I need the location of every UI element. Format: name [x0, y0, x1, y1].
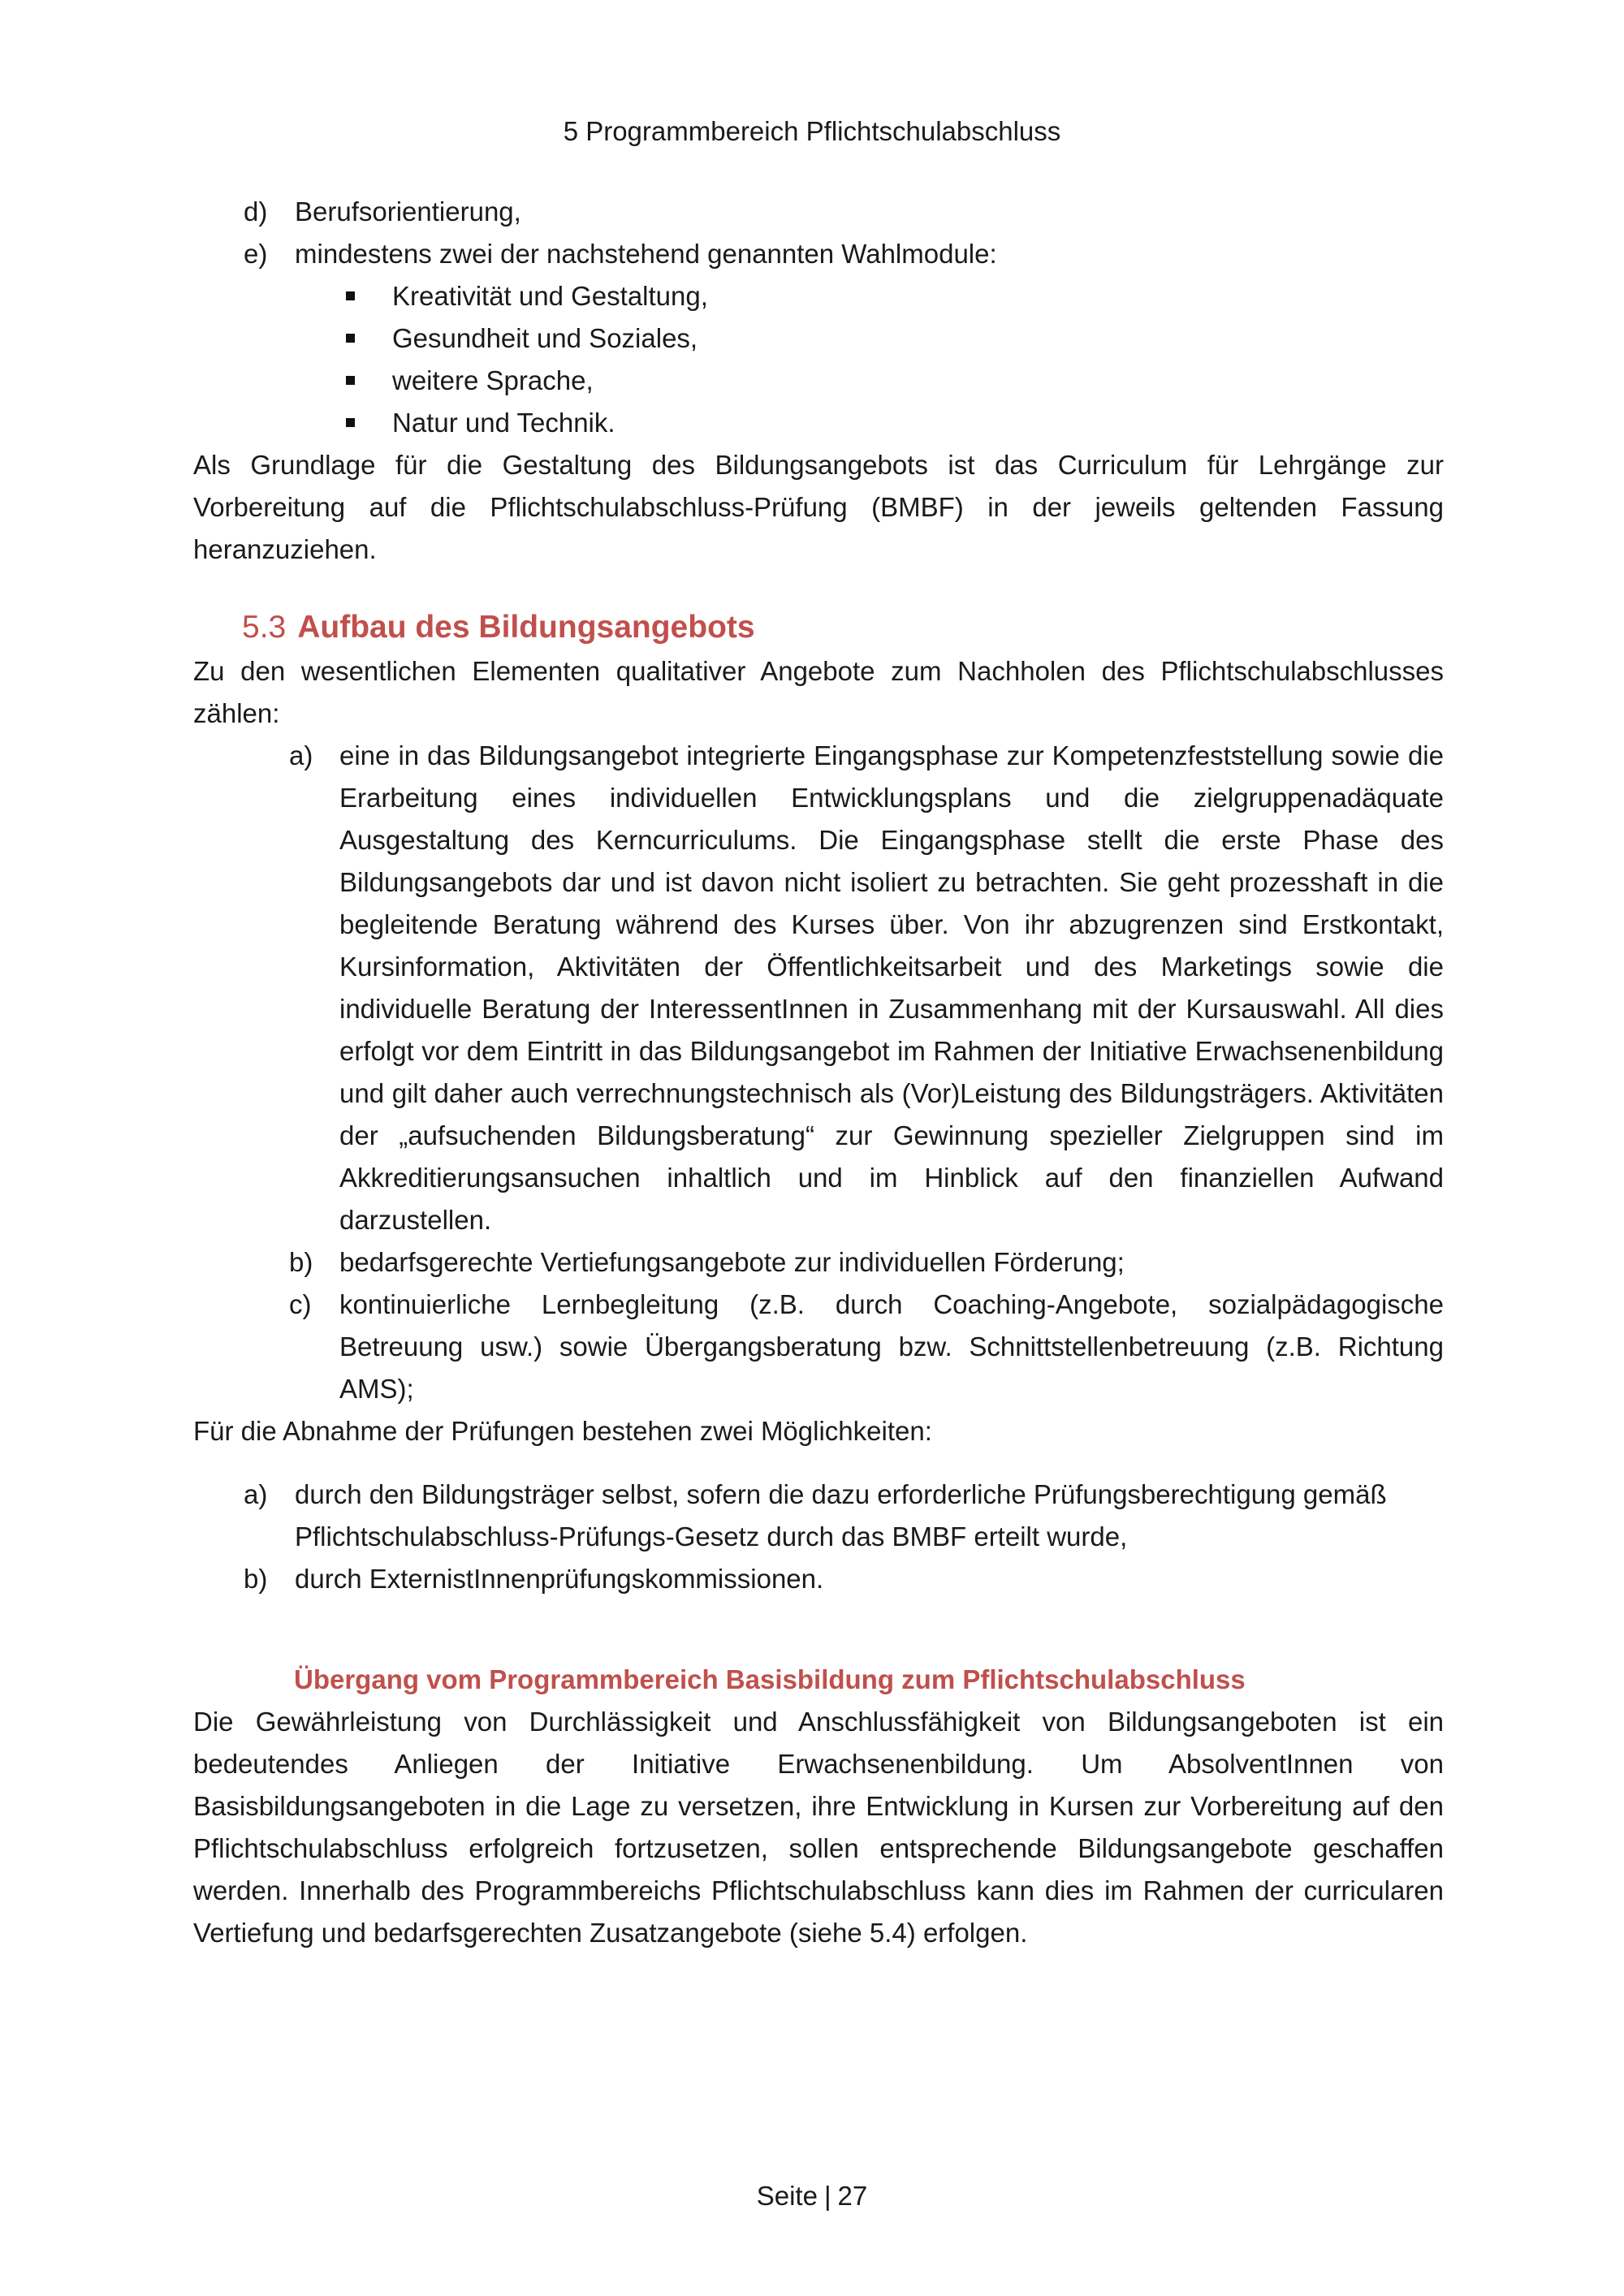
page-number: 27	[837, 2181, 868, 2211]
list-item-text: durch ExternistInnenprüfungskommissionen.	[295, 1564, 824, 1594]
section-title: Aufbau des Bildungsangebots	[297, 610, 755, 645]
page-footer	[0, 2178, 1624, 2214]
bullet-item: Natur und Technik.	[193, 402, 1444, 444]
list-marker: e)	[244, 239, 268, 269]
list-item-text: mindestens zwei der nachstehend genannten Wahlmodule:	[295, 239, 997, 269]
list-item-text: durch den Bildungsträger selbst, sofern die dazu erforderliche Prüfungsberechtigung gemäß Pflichtschulabschluss-Prüfungs-Gesetz durch das BMBF erteilt wurde,	[295, 1479, 1387, 1552]
list-item	[193, 233, 1444, 275]
section-heading	[193, 605, 1444, 650]
list-marker: a)	[244, 1479, 268, 1509]
subheading-uebergang: Übergang vom Programmbereich Basisbildung zum Pflichtschulabschluss	[294, 1664, 1246, 1694]
bullet-item: Kreativität und Gestaltung,	[193, 275, 1444, 317]
elemente-list	[193, 735, 1444, 1410]
footer-separator: |	[823, 2181, 831, 2211]
list-marker: c)	[289, 1289, 312, 1319]
list-item-text: Berufsorientierung,	[295, 196, 521, 227]
bullet-item: Gesundheit und Soziales,	[193, 317, 1444, 360]
wahlmodule-list	[193, 275, 1444, 444]
list-marker: a)	[289, 740, 313, 770]
list-marker: d)	[244, 196, 268, 227]
list-marker: b)	[244, 1564, 268, 1594]
paragraph-uebergang: Die Gewährleistung von Durchlässigkeit und Anschlussfähigkeit von Bildungsangeboten ist ein bedeutendes Anliegen der Initiative Erwachsenenbildung. Um AbsolventInnen von Basisbildungsangeboten in die Lage zu versetzen, ihre Entwicklung in Kursen zur Vorbereitung auf den Pflichtschulabschluss erfolgreich fortzusetzen, sollen entsprechende Bildungsangebote geschaffen werden. Innerhalb des Programmbereichs Pflichtschulabschluss kann dies im Rahmen der curricularen Vertiefung und bedarfsgerechten Zusatzangebote (siehe 5.4) erfolgen.	[193, 1707, 1444, 1948]
list-item	[193, 191, 1444, 233]
list-item-text: eine in das Bildungsangebot integrierte Eingangsphase zur Kompetenzfeststellung sowie die Erarbeitung eines individuellen Entwicklungsplans und die zielgruppenadäquate Ausgestaltung des Kerncurriculums. Die Eingangsphase stellt die erste Phase des Bildungsangebots dar und ist davon nicht isoliert zu betrachten. Sie geht prozesshaft in die begleitende Beratung während des Kurses über. Von ihr abzugrenzen sind Erstkontakt, Kursinformation, Aktivitäten der Öffentlichkeitsarbeit und des Marketings sowie die individuelle Beratung der InteressentInnen in Zusammenhang mit der Kursauswahl. All dies erfolgt vor dem Eintritt in das Bildungsangebot im Rahmen der Initiative Erwachsenenbildung und gilt daher auch verrechnungstechnisch als (Vor)Leistung des Bildungsträgers. Aktivitäten der „aufsuchenden Bildungsberatung“ zur Gewinnung spezieller Zielgruppen sind im Akkreditierungsansuchen inhaltlich und im Hinblick auf den finanziellen Aufwand darzustellen.	[339, 740, 1444, 1235]
list-marker: b)	[289, 1247, 313, 1277]
bullet-item: weitere Sprache,	[193, 360, 1444, 402]
section-number: 5.3	[242, 610, 287, 645]
list-item-text: bedarfsgerechte Vertiefungsangebote zur individuellen Förderung;	[339, 1247, 1125, 1277]
page-label: Seite	[756, 2181, 818, 2211]
list-item	[193, 1474, 1444, 1558]
list-item	[193, 1558, 1444, 1600]
paragraph-elemente: Zu den wesentlichen Elementen qualitativer Angebote zum Nachholen des Pflichtschulabschlusses zählen:	[193, 656, 1444, 728]
list-item	[193, 735, 1444, 1241]
paragraph-grundlage: Als Grundlage für die Gestaltung des Bildungsangebots ist das Curriculum für Lehrgänge zur Vorbereitung auf die Pflichtschulabschluss-Prüfung (BMBF) in der jeweils geltenden Fassung heranzuziehen.	[193, 450, 1444, 564]
top-list	[193, 191, 1444, 275]
pruefungen-list	[193, 1474, 1444, 1600]
paragraph-pruefungen: Für die Abnahme der Prüfungen bestehen zwei Möglichkeiten:	[193, 1416, 932, 1446]
running-header: 5 Programmbereich Pflichtschulabschluss	[563, 116, 1061, 146]
page-body	[193, 191, 1444, 1954]
list-item-text: kontinuierliche Lernbegleitung (z.B. durch Coaching-Angebote, sozialpädagogische Betreuung usw.) sowie Übergangsberatung bzw. Schnittstellenbetreuung (z.B. Richtung AMS);	[339, 1289, 1444, 1404]
list-item	[193, 1284, 1444, 1410]
list-item	[193, 1241, 1444, 1284]
